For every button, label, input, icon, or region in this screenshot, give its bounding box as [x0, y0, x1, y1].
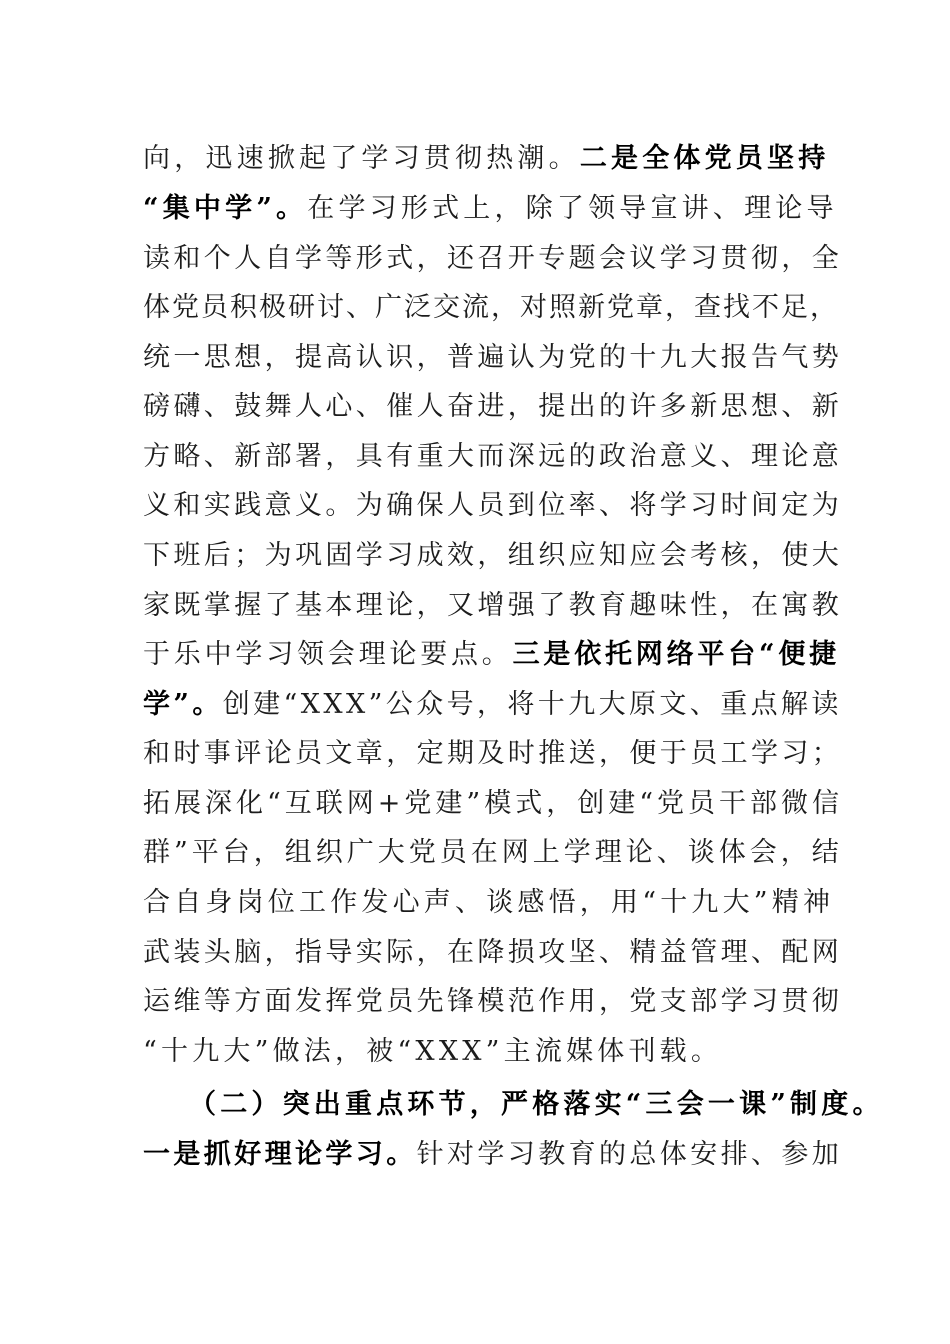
- body-text: 群”平台，组织广大党员在网上学理论、谈体会，结: [143, 837, 843, 868]
- text-line: [143, 283, 843, 333]
- body-text: 和时事评论员文章，定期及时推送，便于员工学习；: [143, 738, 843, 769]
- text-line: [143, 878, 843, 928]
- body-text: 在学习形式上，除了领导宣讲、理论导: [307, 193, 838, 224]
- body-text: 合自身岗位工作发心声、谈感悟，用“十九大”精神: [143, 887, 835, 918]
- body-text: “十九大”做法，被“XXX”主流媒体刊载。: [143, 1036, 723, 1067]
- text-line: [143, 134, 843, 184]
- text-line: [143, 729, 843, 779]
- body-text: 向，迅速掀起了学习贯彻热潮。: [143, 143, 580, 174]
- text-line: [143, 481, 843, 531]
- bold-heading-text: 学”。: [143, 689, 223, 720]
- body-text: 读和个人自学等形式，还召开专题会议学习贯彻，全: [143, 243, 843, 274]
- text-line: [143, 581, 843, 631]
- body-text: 统一思想，提高认识，普遍认为党的十九大报告气势: [143, 342, 843, 373]
- text-line: [143, 680, 843, 730]
- text-line: [143, 779, 843, 829]
- bold-heading-text: 一是抓好理论学习。: [143, 1139, 417, 1170]
- bold-heading-text: 三是依托网络平台“便捷: [512, 639, 840, 670]
- text-line: [143, 382, 843, 432]
- body-text: 义和实践意义。为确保人员到位率、将学习时间定为: [143, 490, 843, 521]
- body-text: 体党员积极研讨、广泛交流，对照新党章，查找不足，: [143, 292, 839, 323]
- body-text: 磅礴、鼓舞人心、催人奋进，提出的许多新思想、新: [143, 391, 843, 422]
- text-line: [143, 333, 843, 383]
- bold-heading-text: 二是全体党员坚持: [579, 143, 830, 174]
- body-text: 家既掌握了基本理论，又增强了教育趣味性，在寓教: [143, 590, 843, 621]
- text-line: [143, 184, 843, 234]
- text-line: [143, 531, 843, 581]
- body-text: 方略、新部署，具有重大而深远的政治意义、理论意: [143, 441, 843, 472]
- text-line: [143, 828, 843, 878]
- body-text: 武装头脑，指导实际，在降损攻坚、精益管理、配网: [143, 937, 843, 968]
- text-line: [143, 928, 843, 978]
- body-text: 针对学习教育的总体安排、参加: [416, 1139, 843, 1170]
- body-text: 运维等方面发挥党员先锋模范作用，党支部学习贯彻: [143, 986, 843, 1017]
- text-line: [143, 432, 843, 482]
- section-heading: [189, 1080, 889, 1130]
- text-line: [143, 234, 843, 284]
- text-line: [143, 1027, 843, 1077]
- body-text: 拓展深化“互联网+党建”模式，创建“党员干部微信: [143, 788, 844, 819]
- bold-heading-text: （二）突出重点环节，严格落实“三会一课”制度。: [189, 1089, 884, 1120]
- text-line: [143, 1130, 843, 1180]
- bold-heading-text: “集中学”。: [143, 193, 308, 224]
- text-line: [143, 977, 843, 1027]
- body-text: 下班后；为巩固学习成效，组织应知应会考核，使大: [143, 540, 843, 571]
- body-text: 于乐中学习领会理论要点。: [143, 639, 513, 670]
- body-text: 创建“XXX”公众号，将十九大原文、重点解读: [222, 689, 842, 720]
- text-line: [143, 630, 843, 680]
